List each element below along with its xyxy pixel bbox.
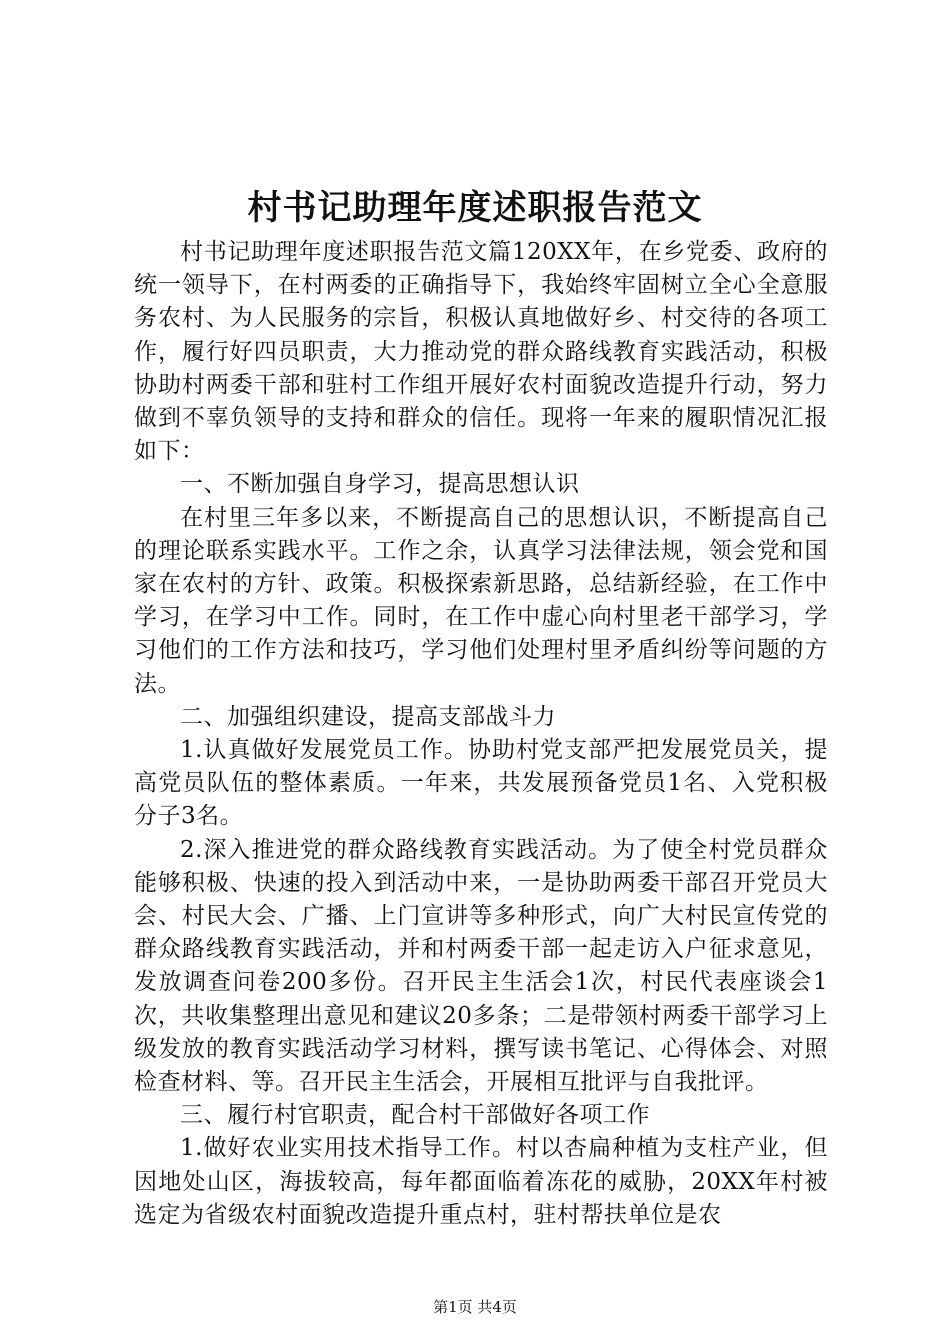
paragraph-2-1: 1.认真做好发展党员工作。协助村党支部严把发展党员关，提高党员队伍的整体素质。一年来，共发展预备党员1名、入党积极分子3名。	[134, 737, 828, 830]
paragraph-1: 在村里三年多以来，不断提高自己的思想认识，不断提高自己的理论联系实践水平。工作之余，认真学习法律法规，领会党和国家在农村的方针、政策。积极探索新思路，总结新经验，在工作中学习，在学习中工作。同时，在工作中虚心向村里老干部学习，学习他们的工作方法和技巧，学习他们处理村里矛盾纠纷等问题的方法。	[134, 504, 828, 697]
section-heading-2: 二、加强组织建设，提高支部战斗力	[180, 703, 556, 730]
page-footer: 第1页 共4页	[433, 1298, 517, 1316]
paragraph-intro: 村书记助理年度述职报告范文篇120XX年，在乡党委、政府的统一领导下，在村两委的正确指导下，我始终牢固树立全心全意服务农村、为人民服务的宗旨，积极认真地做好乡、村交待的各项工作，履行好四员职责，大力推动党的群众路线教育实践活动，积极协助村两委干部和驻村工作组开展好农村面貌改造提升行动，努力做到不辜负领导的支持和群众的信任。现将一年来的履职情况汇报如下：	[134, 239, 828, 465]
paragraph-2-2: 2.深入推进党的群众路线教育实践活动。为了使全村党员群众能够积极、快速的投入到活动中来，一是协助两委干部召开党员大会、村民大会、广播、上门宣讲等多种形式，向广大村民宣传党的群众路线教育实践活动，并和村两委干部一起走访入户征求意见，发放调查问卷200多份。召开民主生活会1次，村民代表座谈会1次，共收集整理出意见和建议20多条；二是带领村两委干部学习上级发放的教育实践活动学习材料，撰写读书笔记、心得体会、对照检查材料、等。召开民主生活会，开展相互批评与自我批评。	[134, 836, 828, 1096]
paragraph-3-1: 1.做好农业实用技术指导工作。村以杏扁种植为支柱产业，但因地处山区，海拔较高，每年都面临着冻花的威胁，20XX年村被选定为省级农村面貌改造提升重点村，驻村帮扶单位是农	[134, 1135, 828, 1228]
section-heading-1: 一、不断加强自身学习，提高思想认识	[180, 471, 580, 498]
document-title: 村书记助理年度述职报告范文	[247, 188, 703, 228]
document-body	[134, 236, 828, 1232]
section-heading-3: 三、履行村官职责，配合村干部做好各项工作	[180, 1102, 650, 1129]
